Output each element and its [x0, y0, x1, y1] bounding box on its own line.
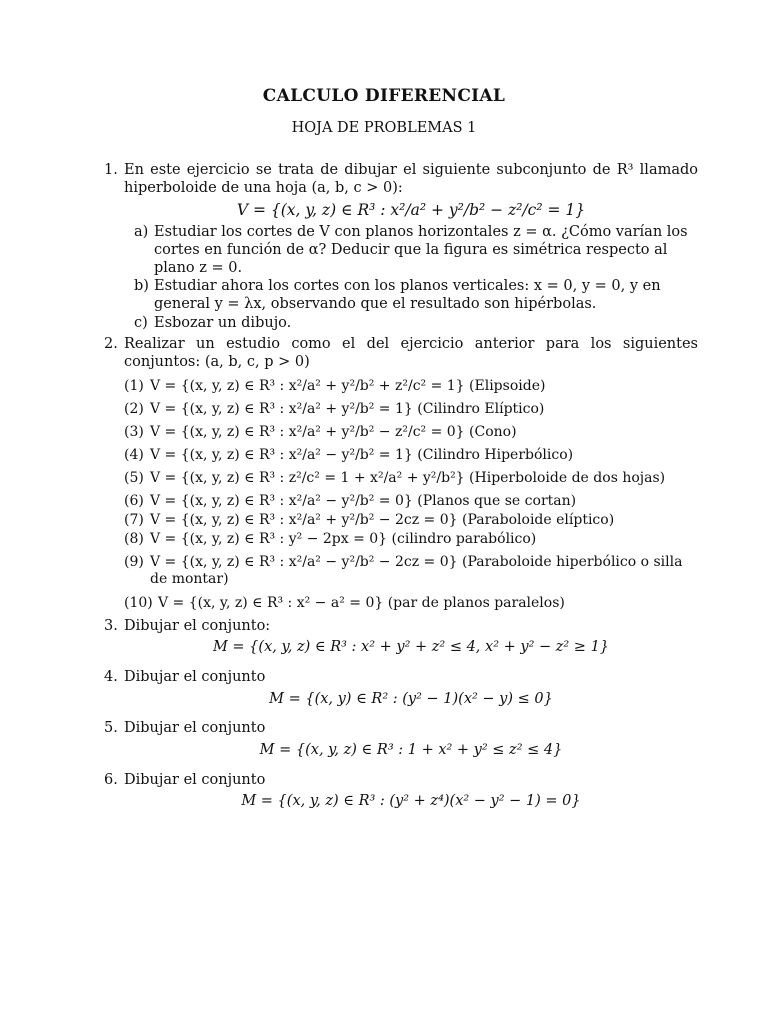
document-title: CALCULO DIFERENCIAL — [262, 86, 506, 106]
subitem — [134, 315, 698, 333]
set-item-label: (5) — [124, 470, 144, 487]
subitem-text: Estudiar los cortes de V con planos horizontales z = α. ¿Cómo varían los cortes en función de α? Deducir que la figura es simétrica respecto al plano z = 0. — [154, 224, 688, 276]
problem-number: 5. — [104, 720, 118, 737]
problem-number: 6. — [104, 771, 118, 788]
set-item — [124, 595, 698, 612]
set-item-label: (2) — [124, 400, 144, 417]
problem-intro: Dibujar el conjunto — [124, 720, 266, 737]
set-list — [124, 378, 698, 612]
problem-4 — [104, 669, 698, 708]
set-item-text: V = {(x, y, z) ∈ R³ : x²/a² + y²/b² + z²/c² = 1} (Elipsoide) — [150, 377, 546, 394]
set-item-text: V = {(x, y, z) ∈ R³ : x²/a² − y²/b² = 1} (Cilindro Hiperbólico) — [150, 447, 574, 464]
problem-intro: Realizar un estudio como el del ejercicio anterior para los siguientes conjuntos: (a, b, c, p > 0) — [124, 336, 698, 371]
set-item — [124, 512, 698, 529]
problem-formula: M = {(x, y) ∈ R² : (y² − 1)(x² − y) ≤ 0} — [269, 690, 553, 707]
set-item-label: (7) — [124, 512, 144, 529]
set-item-label: (8) — [124, 531, 144, 548]
subitem-label: a) — [134, 224, 149, 241]
set-item-label: (3) — [124, 423, 144, 440]
set-item-text: V = {(x, y, z) ∈ R³ : x²/a² + y²/b² = 1} (Cilindro Elíptico) — [150, 400, 545, 417]
set-item — [124, 554, 698, 588]
set-item — [124, 493, 698, 510]
set-item-label: (10) — [124, 594, 153, 611]
set-item-label: (4) — [124, 447, 144, 464]
set-item-text: V = {(x, y, z) ∈ R³ : z²/c² = 1 + x²/a² + y²/b²} (Hiperboloide de dos hojas) — [150, 470, 666, 487]
set-item — [124, 531, 698, 548]
problem-number: 4. — [104, 669, 118, 686]
document-subtitle: HOJA DE PROBLEMAS 1 — [291, 120, 477, 136]
subitem — [134, 224, 698, 277]
problem-formula: M = {(x, y, z) ∈ R³ : (y² + z⁴)(x² − y² − 1) = 0} — [241, 793, 581, 810]
problem-number: 3. — [104, 617, 118, 634]
problem-intro: Dibujar el conjunto — [124, 771, 266, 788]
subitem-list — [134, 224, 698, 332]
problem-2 — [104, 336, 698, 611]
set-item-label: (1) — [124, 377, 144, 394]
problem-formula: M = {(x, y, z) ∈ R³ : x² + y² + z² ≤ 4, x² + y² − z² ≥ 1} — [212, 639, 610, 656]
problem-formula: M = {(x, y, z) ∈ R³ : 1 + x² + y² ≤ z² ≤ 4} — [259, 742, 563, 759]
set-item — [124, 470, 698, 487]
problem-3 — [104, 618, 698, 657]
subitem-text: Estudiar ahora los cortes con los planos verticales: x = 0, y = 0, y en general y = λx, observando que el resultado son hipérbolas. — [154, 278, 661, 313]
problem-intro: En este ejercicio se trata de dibujar el siguiente subconjunto de R³ llamado hiperboloide de una hoja (a, b, c > 0): — [124, 162, 698, 196]
set-item — [124, 447, 698, 464]
subitem — [134, 278, 698, 313]
set-item-text: V = {(x, y, z) ∈ R³ : x² − a² = 0} (par de planos paralelos) — [158, 594, 565, 611]
problem-6 — [104, 772, 698, 811]
problem-number: 2. — [104, 336, 118, 353]
problem-number: 1. — [104, 162, 118, 178]
set-item-label: (9) — [124, 554, 144, 571]
subitem-text: Esbozar un dibujo. — [154, 314, 292, 331]
problem-list — [104, 162, 698, 815]
problem-intro: Dibujar el conjunto — [124, 669, 266, 686]
problem-intro: Dibujar el conjunto: — [124, 617, 271, 634]
subitem-label: b) — [134, 278, 149, 295]
set-item-text: V = {(x, y, z) ∈ R³ : x²/a² + y²/b² − 2cz = 0} (Paraboloide elíptico) — [150, 512, 615, 529]
set-item-text: V = {(x, y, z) ∈ R³ : x²/a² − y²/b² − 2cz = 0} (Paraboloide hiperbólico o silla de montar) — [150, 554, 683, 588]
set-item — [124, 401, 698, 418]
problem-formula: V = {(x, y, z) ∈ R³ : x²/a² + y²/b² − z²/c² = 1} — [236, 201, 586, 220]
set-item-text: V = {(x, y, z) ∈ R³ : x²/a² + y²/b² − z²/c² = 0} (Cono) — [150, 423, 517, 440]
set-item — [124, 424, 698, 441]
subitem-label: c) — [134, 314, 148, 331]
set-item-text: V = {(x, y, z) ∈ R³ : y² − 2px = 0} (cilindro parabólico) — [150, 531, 537, 548]
problem-1 — [104, 162, 698, 332]
set-item — [124, 378, 698, 395]
set-item-text: V = {(x, y, z) ∈ R³ : x²/a² − y²/b² = 0} (Planos que se cortan) — [150, 493, 577, 510]
problem-5 — [104, 720, 698, 759]
set-item-label: (6) — [124, 493, 144, 510]
